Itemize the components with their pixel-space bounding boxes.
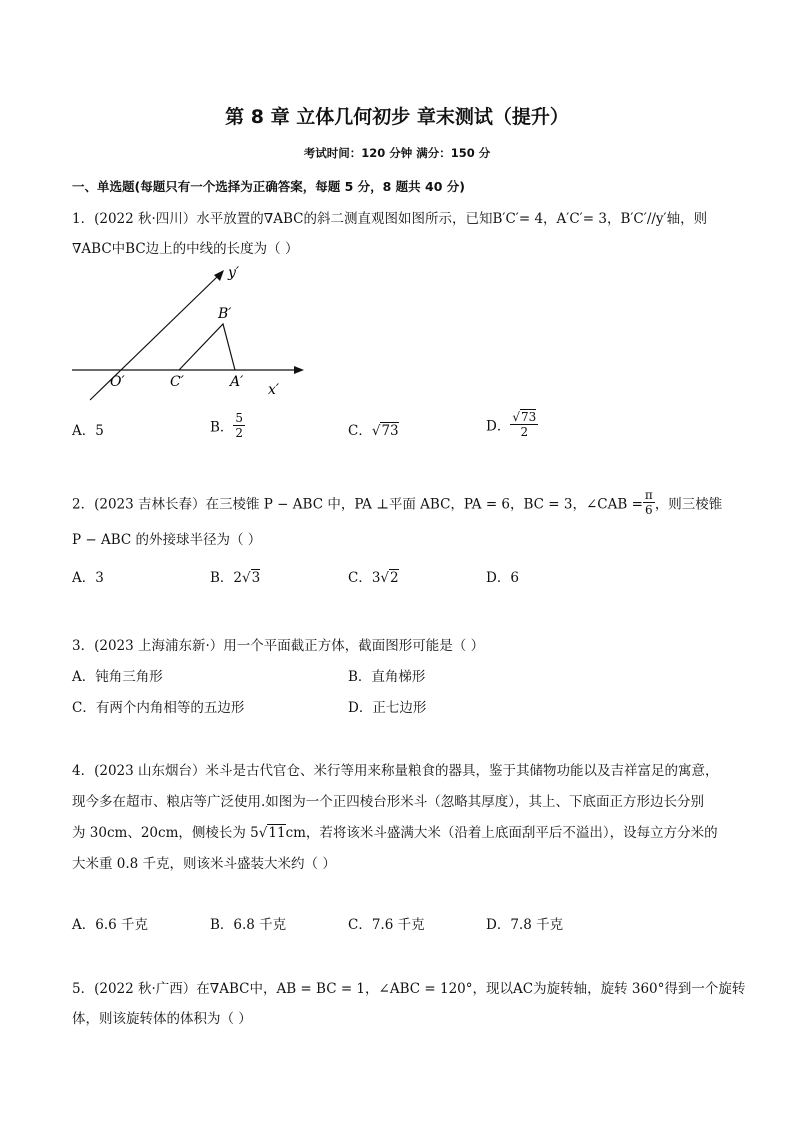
- q2-option-b: B．2√3: [210, 570, 261, 586]
- q4-option-c: C．7.6 千克: [348, 917, 425, 933]
- q4-stem-line4: 大米重 0.8 千克，则该米斗盛装大米约（ ）: [72, 856, 336, 872]
- q1-option-c: C．√73: [348, 423, 399, 439]
- q5-stem-line1: 5．(2022 秋·广西）在∇ABC中，AB = BC = 1，∠ABC = 120°，现以AC为旋转轴，旋转 360°得到一个旋转: [72, 981, 746, 997]
- q2-option-c: C．3√2: [348, 570, 399, 586]
- b-label: B′: [218, 306, 232, 322]
- triangle-abc: [179, 324, 235, 370]
- q5-stem-line2: 体，则该旋转体的体积为（ ）: [72, 1011, 252, 1027]
- q1-option-d: D． $\frac{√73}{2}$: [486, 410, 537, 439]
- q1-figure: [68, 262, 318, 402]
- q2-option-d: D．6: [486, 570, 519, 586]
- q4-stem-line2: 现今多在超市、粮店等广泛使用.如图为一个正四棱台形米斗（忽略其厚度），其上、下底面正方形边长分别: [72, 794, 705, 810]
- q1-option-a: A．5: [72, 423, 104, 439]
- q3-option-c: C．有两个内角相等的五边形: [72, 700, 245, 716]
- q3-stem: 3．(2023 上海浦东新·）用一个平面截正方体，截面图形可能是（ ）: [72, 638, 485, 654]
- q2-option-a: A．3: [72, 570, 104, 586]
- page-title: 第 8 章 立体几何初步 章末测试（提升）: [225, 106, 569, 128]
- x-label: x′: [268, 382, 280, 398]
- q1-option-b: B． $\frac{5}{2}$: [210, 411, 244, 440]
- section-heading: 一、单选题(每题只有一个选择为正确答案，每题 5 分，8 题共 40 分): [72, 179, 465, 194]
- c-label: C′: [170, 374, 184, 390]
- q4-option-a: A．6.6 千克: [72, 917, 149, 933]
- q4-stem-line1: 4．(2023 山东烟台）米斗是古代官仓、米行等用来称量粮食的器具，鉴于其储物功能以及吉祥富足的寓意，: [72, 763, 719, 779]
- a-label: A′: [230, 374, 244, 390]
- q2-stem-line2: P − ABC 的外接球半径为（ ）: [72, 532, 262, 548]
- q2-stem-line1: 2．(2023 吉林长春）在三棱锥 P − ABC 中，PA ⊥平面 ABC，PA = 6，BC = 3，∠CAB = $\frac{\pi}{6}$ ，则三棱锥: [72, 488, 723, 517]
- q4-option-b: B．6.8 千克: [210, 917, 287, 933]
- q3-option-a: A．钝角三角形: [72, 669, 163, 685]
- exam-info: 考试时间：120 分钟 满分：150 分: [303, 146, 491, 160]
- q3-option-b: B．直角梯形: [348, 669, 426, 685]
- y-label: y′: [228, 265, 240, 281]
- q4-stem-line3: 为 30cm、20cm，侧棱长为 5√11cm，若将该米斗盛满大米（沿着上底面刮平后不溢出），设每立方分米的: [72, 825, 718, 841]
- q3-option-d: D．正七边形: [348, 700, 427, 716]
- x-axis-arrow: [294, 366, 304, 374]
- o-label: O′: [110, 374, 125, 390]
- q1-stem-line1: 1．(2022 秋·四川）水平放置的∇ABC的斜二测直观图如图所示，已知B′C′= 4，A′C′= 3，B′C′//y′轴，则: [72, 211, 708, 227]
- q4-option-d: D．7.8 千克: [486, 917, 564, 933]
- y-axis-arrow: [214, 270, 224, 281]
- q1-stem-line2: ∇ABC中BC边上的中线的长度为（ ）: [72, 241, 299, 257]
